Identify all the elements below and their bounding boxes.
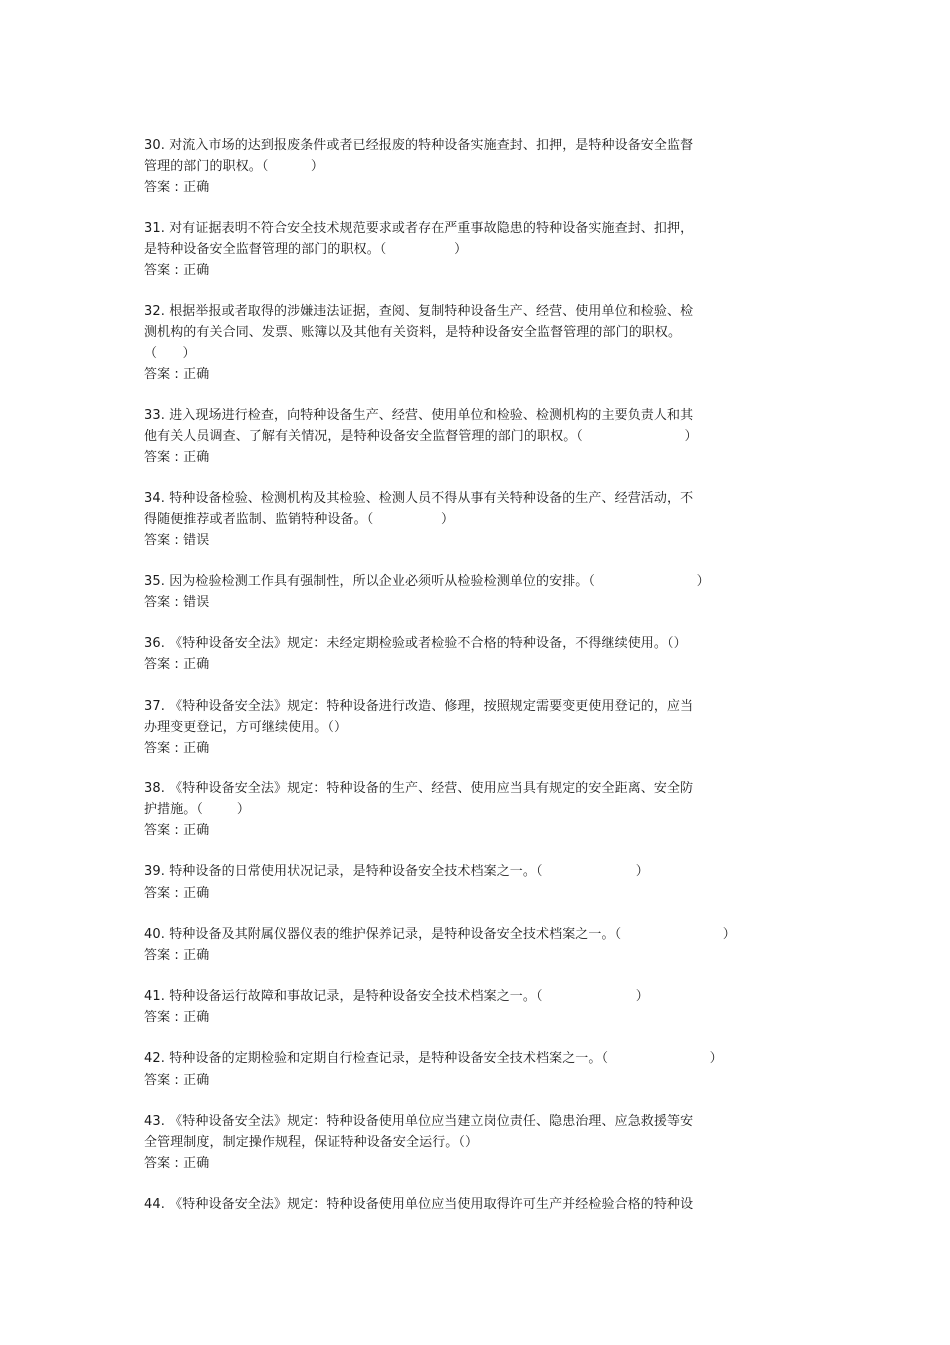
question-34-line-2: 得随便推荐或者监制、监销特种设备。（ ） [144,512,455,527]
question-37-line-2: 办理变更登记，方可继续使用。（） [144,720,348,735]
question-37-line-1: 37. 《特种设备安全法》规定：特种设备进行改造、修理，按照规定需要变更使用登记的，应当 [144,699,694,714]
question-30-answer: 答案 : 正确 [144,180,210,195]
question-33-answer: 答案 : 正确 [144,450,210,465]
question-39-line-1: 39. 特种设备的日常使用状况记录，是特种设备安全技术档案之一。（ ） [144,864,649,879]
question-35-answer: 答案 : 错误 [144,595,210,610]
question-38-answer: 答案 : 正确 [144,823,210,838]
question-36-line-1: 36. 《特种设备安全法》规定：未经定期检验或者检验不合格的特种设备，不得继续使用。（） [144,636,687,651]
question-31-answer: 答案 : 正确 [144,263,210,278]
question-43-answer: 答案 : 正确 [144,1156,210,1171]
question-37-answer: 答案 : 正确 [144,741,210,756]
question-30-line-2: 管理的部门的职权。（ ） [144,159,324,174]
question-36-answer: 答案 : 正确 [144,657,210,672]
question-32-line-1: 32. 根据举报或者取得的涉嫌违法证据，查阅、复制特种设备生产、经营、使用单位和检验、检 [144,304,694,319]
question-31-line-2: 是特种设备安全监督管理的部门的职权。（ ） [144,242,468,257]
question-31-line-1: 31. 对有证据表明不符合安全技术规范要求或者存在严重事故隐患的特种设备实施查封、扣押， [144,221,694,236]
question-41-line-1: 41. 特种设备运行故障和事故记录，是特种设备安全技术档案之一。（ ） [144,989,649,1004]
question-32-line-2: 测机构的有关合同、发票、账簿以及其他有关资料，是特种设备安全监督管理的部门的职权。 [144,325,682,340]
question-39-answer: 答案 : 正确 [144,886,210,901]
question-42-answer: 答案 : 正确 [144,1073,210,1088]
question-42-line-1: 42. 特种设备的定期检验和定期自行检查记录，是特种设备安全技术档案之一。（ ） [144,1051,723,1066]
question-40-line-1: 40. 特种设备及其附属仪器仪表的维护保养记录，是特种设备安全技术档案之一。（ ） [144,927,736,942]
question-34-line-1: 34. 特种设备检验、检测机构及其检验、检测人员不得从事有关特种设备的生产、经营活动，不 [144,491,694,506]
question-38-line-1: 38. 《特种设备安全法》规定：特种设备的生产、经营、使用应当具有规定的安全距离、安全防 [144,781,694,796]
question-38-line-2: 护措施。（ ） [144,802,250,817]
question-32-line-3: （ ） [144,346,196,361]
question-44-line-1: 44. 《特种设备安全法》规定：特种设备使用单位应当使用取得许可生产并经检验合格的特种设 [144,1197,694,1212]
question-34-answer: 答案 : 错误 [144,533,210,548]
question-33-line-2: 他有关人员调查、了解有关情况，是特种设备安全监督管理的部门的职权。（ ） [144,429,698,444]
question-40-answer: 答案 : 正确 [144,948,210,963]
question-33-line-1: 33. 进入现场进行检查，向特种设备生产、经营、使用单位和检验、检测机构的主要负责人和其 [144,408,694,423]
question-41-answer: 答案 : 正确 [144,1010,210,1025]
question-30-line-1: 30. 对流入市场的达到报废条件或者已经报废的特种设备实施查封、扣押，是特种设备安全监督 [144,138,694,153]
question-43-line-2: 全管理制度，制定操作规程，保证特种设备安全运行。（） [144,1135,479,1150]
question-43-line-1: 43. 《特种设备安全法》规定：特种设备使用单位应当建立岗位责任、隐患治理、应急救援等安 [144,1114,694,1129]
question-32-answer: 答案 : 正确 [144,367,210,382]
question-35-line-1: 35. 因为检验检测工作具有强制性，所以企业必须听从检验检测单位的安排。（ ） [144,574,710,589]
